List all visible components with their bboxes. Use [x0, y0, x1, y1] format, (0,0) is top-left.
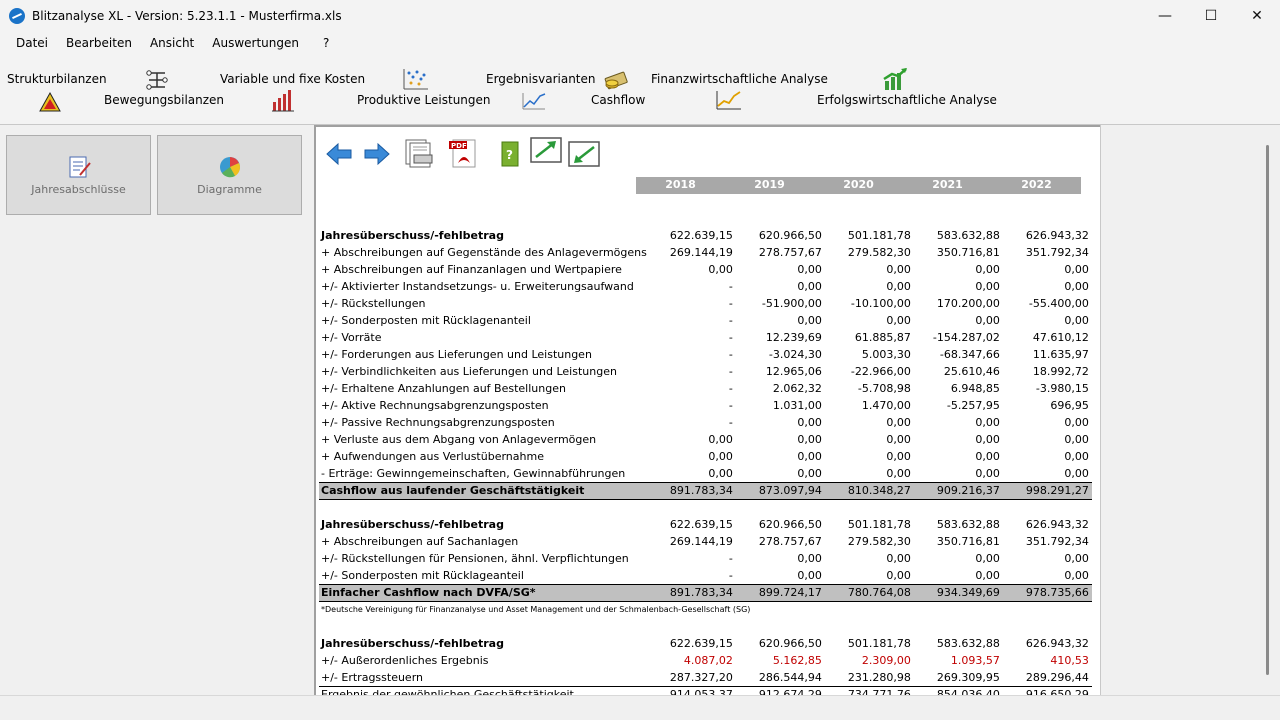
- jahresabschluesse-label: Jahresabschlüsse: [31, 182, 126, 196]
- line-chart-icon[interactable]: [521, 91, 547, 111]
- value-cell-2022: 0,00: [1064, 433, 1089, 446]
- table-row: [319, 516, 1092, 533]
- value-cell-2019: -51.900,00: [761, 297, 822, 310]
- import-icon[interactable]: [568, 141, 598, 171]
- menu-auswertungen[interactable]: Auswertungen: [212, 36, 299, 50]
- blank-cell: [319, 210, 1092, 227]
- value-cell-2019: 0,00: [797, 450, 822, 463]
- value-cell-2022: 626.943,32: [1025, 637, 1089, 650]
- vertical-scrollbar[interactable]: [1266, 145, 1269, 675]
- table-row: [319, 397, 1092, 414]
- table-row: [319, 227, 1092, 244]
- strukturbilanzen-button[interactable]: Strukturbilanzen: [7, 72, 107, 86]
- jahresabschluesse-button[interactable]: [6, 135, 151, 215]
- blank-cell: [319, 499, 1092, 516]
- row-label: +/- Vorräte: [321, 331, 382, 344]
- value-cell-2019: 0,00: [797, 552, 822, 565]
- value-cell-2018: -: [728, 331, 733, 344]
- value-cell-2018: -: [728, 568, 733, 582]
- row-label: + Abschreibungen auf Gegenstände des Anlagevermögens: [321, 246, 647, 259]
- finanzwirtschaftliche-analyse-button[interactable]: Finanzwirtschaftliche Analyse: [651, 72, 828, 86]
- table-row: [319, 414, 1092, 431]
- value-cell-2021: -154.287,02: [932, 331, 1000, 344]
- row-label: Cashflow aus laufender Geschäftstätigkeit: [319, 482, 647, 499]
- value-cell-2018: 622.639,15: [669, 518, 733, 531]
- value-cell-2020: 279.582,30: [847, 246, 911, 259]
- value-cell-2020: 231.280,98: [847, 670, 911, 684]
- value-cell-2019: 12.239,69: [765, 331, 822, 344]
- value-cell-2021: 0,00: [975, 314, 1000, 327]
- value-cell-2021: 0,00: [975, 263, 1000, 276]
- value-cell-2020: 780.764,08: [825, 584, 914, 601]
- value-cell-2020: 1.470,00: [861, 399, 911, 412]
- value-cell-2020: 810.348,27: [825, 482, 914, 499]
- scatter-chart-icon[interactable]: [402, 67, 430, 91]
- value-cell-2021: 909.216,37: [914, 482, 1003, 499]
- value-cell-2020: 61.885,87: [854, 331, 911, 344]
- value-cell-2022: 0,00: [1064, 466, 1089, 480]
- value-cell-2019: 873.097,94: [736, 482, 825, 499]
- table-row: [319, 448, 1092, 465]
- value-cell-2022: 626.943,32: [1025, 518, 1089, 531]
- title-bar: [0, 0, 1280, 31]
- value-cell-2019: 0,00: [797, 416, 822, 429]
- money-icon[interactable]: [603, 67, 629, 91]
- document-edit-icon: [66, 155, 92, 179]
- value-cell-2021: 583.632,88: [936, 518, 1000, 531]
- value-cell-2018: 4.087,02: [683, 654, 733, 667]
- produktive-leistungen-button[interactable]: Produktive Leistungen: [357, 93, 491, 107]
- value-cell-2018: 891.783,34: [647, 584, 736, 601]
- table-row: [319, 278, 1092, 295]
- value-cell-2018: -: [728, 416, 733, 429]
- value-cell-2020: 0,00: [886, 433, 911, 446]
- menu-bar: [0, 31, 1280, 55]
- back-arrow-icon[interactable]: [324, 139, 354, 169]
- menu-help[interactable]: ?: [322, 36, 330, 50]
- table-row: [319, 550, 1092, 567]
- row-label: - Erträge: Gewinngemeinschaften, Gewinnabführungen: [321, 466, 626, 480]
- value-cell-2018: 891.783,34: [647, 482, 736, 499]
- row-label: +/- Sonderposten mit Rücklagenanteil: [321, 314, 531, 327]
- row-label: +/- Sonderposten mit Rücklageanteil: [321, 568, 524, 582]
- value-cell-2022: 0,00: [1064, 263, 1089, 276]
- value-cell-2019: 620.966,50: [758, 229, 822, 242]
- table-row: [319, 567, 1092, 584]
- blank-cell: [319, 618, 1092, 635]
- value-cell-2022: 351.792,34: [1025, 246, 1089, 259]
- value-cell-2022: 18.992,72: [1032, 365, 1089, 378]
- row-label: +/- Rückstellungen: [321, 297, 426, 310]
- value-cell-2018: 0,00: [708, 263, 733, 276]
- value-cell-2019: 0,00: [797, 263, 822, 276]
- table-row: [319, 346, 1092, 363]
- value-cell-2020: -22.966,00: [850, 365, 911, 378]
- year-2018: 2018: [665, 178, 696, 191]
- table-row: [319, 295, 1092, 312]
- right-pane: [1100, 125, 1280, 695]
- table-row: [319, 584, 1092, 601]
- growth-arrow-icon[interactable]: [882, 67, 910, 91]
- cashflow-button[interactable]: Cashflow: [591, 93, 646, 107]
- value-cell-2020: 0,00: [886, 263, 911, 276]
- value-cell-2020: -10.100,00: [850, 297, 911, 310]
- value-cell-2020: 501.181,78: [847, 229, 911, 242]
- value-cell-2020: 0,00: [886, 280, 911, 293]
- row-label: +/- Erhaltene Anzahlungen auf Bestellungen: [321, 382, 566, 395]
- value-cell-2018: 0,00: [708, 433, 733, 446]
- footnote: *Deutsche Vereinigung für Finanzanalyse und Asset Management und der Schmalenbach-Gesellschaft (SG): [321, 605, 751, 615]
- svg-text:PDF: PDF: [451, 142, 467, 150]
- value-cell-2021: 0,00: [975, 450, 1000, 463]
- value-cell-2019: 620.966,50: [758, 637, 822, 650]
- forward-arrow-icon[interactable]: [362, 139, 392, 169]
- value-cell-2019: 0,00: [797, 466, 822, 480]
- table-row: [319, 431, 1092, 448]
- report-view: [314, 125, 1100, 695]
- table-row: [319, 210, 1092, 227]
- diagramme-button[interactable]: [157, 135, 302, 215]
- value-cell-2022: 410,53: [1050, 654, 1089, 667]
- value-cell-2021: 0,00: [975, 568, 1000, 582]
- row-label: + Aufwendungen aus Verlustübernahme: [321, 450, 544, 463]
- value-cell-2018: 269.144,19: [669, 246, 733, 259]
- close-button[interactable]: ✕: [1251, 7, 1263, 24]
- value-cell-2022: -3.980,15: [1035, 382, 1089, 395]
- value-cell-2018: -: [728, 348, 733, 361]
- ergebnisvarianten-button[interactable]: Ergebnisvarianten: [486, 72, 596, 86]
- row-label: +/- Rückstellungen für Pensionen, ähnl. Verpflichtungen: [321, 552, 629, 565]
- value-cell-2021: 1.093,57: [950, 654, 1000, 667]
- table-row: [319, 380, 1092, 397]
- value-cell-2020: 0,00: [886, 450, 911, 463]
- value-cell-2021: 269.309,95: [936, 670, 1000, 684]
- export-icon[interactable]: [530, 137, 560, 167]
- menu-bearbeiten[interactable]: Bearbeiten: [66, 36, 132, 50]
- row-label: +/- Aktivierter Instandsetzungs- u. Erweiterungsaufwand: [321, 280, 634, 293]
- ribbon: [0, 55, 1280, 125]
- window-title: Blitzanalyse XL - Version: 5.23.1.1 - Musterfirma.xls: [32, 8, 342, 23]
- value-cell-2021: 583.632,88: [936, 637, 1000, 650]
- value-cell-2021: 0,00: [975, 416, 1000, 429]
- menu-datei[interactable]: Datei: [16, 36, 49, 50]
- value-cell-2018: -: [728, 365, 733, 378]
- value-cell-2019: 278.757,67: [758, 535, 822, 548]
- value-cell-2020: 501.181,78: [847, 637, 911, 650]
- value-cell-2021: 0,00: [975, 280, 1000, 293]
- value-cell-2021: 350.716,81: [936, 246, 1000, 259]
- table-row: [319, 499, 1092, 516]
- bewegungsbilanzen-button[interactable]: Bewegungsbilanzen: [104, 93, 225, 107]
- value-cell-2019: 12.965,06: [765, 365, 822, 378]
- value-cell-2022: 998.291,27: [1003, 482, 1092, 499]
- value-cell-2022: 0,00: [1064, 552, 1089, 565]
- value-cell-2022: 11.635,97: [1032, 348, 1089, 361]
- value-cell-2020: 2.309,00: [861, 654, 911, 667]
- value-cell-2018: 622.639,15: [669, 637, 733, 650]
- value-cell-2022: 289.296,44: [1025, 670, 1089, 684]
- value-cell-2021: -5.257,95: [946, 399, 1000, 412]
- bar-chart-icon[interactable]: [271, 88, 295, 112]
- value-cell-2019: 286.544,94: [758, 670, 822, 684]
- value-cell-2021: 0,00: [975, 466, 1000, 480]
- value-cell-2018: -: [728, 314, 733, 327]
- value-cell-2018: 287.327,20: [669, 670, 733, 684]
- value-cell-2019: 2.062,32: [772, 382, 822, 395]
- value-cell-2020: 0,00: [886, 552, 911, 565]
- value-cell-2022: 0,00: [1064, 568, 1089, 582]
- value-cell-2019: 278.757,67: [758, 246, 822, 259]
- cashflow-table: [319, 210, 1092, 720]
- table-row: [319, 312, 1092, 329]
- value-cell-2020: 0,00: [886, 466, 911, 480]
- value-cell-2021: 6.948,85: [950, 382, 1000, 395]
- table-row: [319, 601, 1092, 618]
- table-row: [319, 669, 1092, 686]
- table-row: [319, 329, 1092, 346]
- value-cell-2022: 351.792,34: [1025, 535, 1089, 548]
- trend-chart-icon[interactable]: [715, 89, 743, 111]
- row-label: + Abschreibungen auf Finanzanlagen und Wertpapiere: [321, 263, 622, 276]
- value-cell-2022: 0,00: [1064, 416, 1089, 429]
- value-cell-2018: -: [728, 297, 733, 310]
- value-cell-2020: 0,00: [886, 416, 911, 429]
- row-label: +/- Forderungen aus Lieferungen und Leistungen: [321, 348, 592, 361]
- value-cell-2018: -: [728, 280, 733, 293]
- app-icon: [9, 8, 25, 24]
- menu-ansicht[interactable]: Ansicht: [149, 36, 195, 50]
- value-cell-2019: 0,00: [797, 568, 822, 582]
- value-cell-2019: -3.024,30: [768, 348, 822, 361]
- table-row: [319, 482, 1092, 499]
- value-cell-2019: 0,00: [797, 433, 822, 446]
- table-row: [319, 363, 1092, 380]
- value-cell-2018: 0,00: [708, 466, 733, 480]
- value-cell-2021: 170.200,00: [936, 297, 1000, 310]
- tree-structure-icon[interactable]: [145, 69, 169, 91]
- value-cell-2020: 279.582,30: [847, 535, 911, 548]
- value-cell-2022: 47.610,12: [1032, 331, 1089, 344]
- value-cell-2019: 0,00: [797, 314, 822, 327]
- value-cell-2019: 1.031,00: [772, 399, 822, 412]
- table-row: [319, 635, 1092, 652]
- value-cell-2021: 350.716,81: [936, 535, 1000, 548]
- year-2022: 2022: [1021, 178, 1052, 191]
- year-2020: 2020: [843, 178, 874, 191]
- row-label: Jahresüberschuss/-fehlbetrag: [321, 518, 504, 531]
- year-header: [636, 177, 1081, 194]
- value-cell-2019: 899.724,17: [736, 584, 825, 601]
- value-cell-2020: 5.003,30: [861, 348, 911, 361]
- value-cell-2022: 626.943,32: [1025, 229, 1089, 242]
- status-bar: [0, 695, 1280, 720]
- row-label: +/- Aktive Rechnungsabgrenzungsposten: [321, 399, 549, 412]
- value-cell-2022: 0,00: [1064, 314, 1089, 327]
- row-label: Jahresüberschuss/-fehlbetrag: [321, 637, 504, 650]
- row-label: +/- Außerordenliches Ergebnis: [321, 654, 489, 667]
- value-cell-2021: 934.349,69: [914, 584, 1003, 601]
- table-row: [319, 652, 1092, 669]
- value-cell-2018: 269.144,19: [669, 535, 733, 548]
- year-2019: 2019: [754, 178, 785, 191]
- value-cell-2021: -68.347,66: [939, 348, 1000, 361]
- svg-text:?: ?: [506, 148, 513, 162]
- pie-chart-icon: [217, 155, 243, 179]
- value-cell-2018: -: [728, 382, 733, 395]
- value-cell-2018: -: [728, 552, 733, 565]
- value-cell-2020: -5.708,98: [857, 382, 911, 395]
- value-cell-2022: 0,00: [1064, 450, 1089, 463]
- value-cell-2021: 25.610,46: [943, 365, 1000, 378]
- row-label: +/- Verbindlichkeiten aus Lieferungen und Leistungen: [321, 365, 617, 378]
- diagramme-label: Diagramme: [197, 182, 262, 196]
- value-cell-2020: 0,00: [886, 314, 911, 327]
- value-cell-2019: 620.966,50: [758, 518, 822, 531]
- warning-triangle-icon[interactable]: [39, 92, 61, 112]
- value-cell-2018: 0,00: [708, 450, 733, 463]
- value-cell-2019: 5.162,85: [772, 654, 822, 667]
- table-row: [319, 618, 1092, 635]
- pdf-icon[interactable]: [446, 137, 476, 167]
- row-label: Einfacher Cashflow nach DVFA/SG*: [319, 584, 647, 601]
- table-row: [319, 533, 1092, 550]
- year-2021: 2021: [932, 178, 963, 191]
- value-cell-2018: 622.639,15: [669, 229, 733, 242]
- value-cell-2019: 0,00: [797, 280, 822, 293]
- value-cell-2018: -: [728, 399, 733, 412]
- row-label: +/- Ertragssteuern: [321, 670, 424, 684]
- erfolgswirtschaftliche-analyse-button[interactable]: Erfolgswirtschaftliche Analyse: [817, 93, 997, 107]
- row-label: Jahresüberschuss/-fehlbetrag: [321, 229, 504, 242]
- left-pane: [0, 125, 314, 695]
- value-cell-2022: -55.400,00: [1028, 297, 1089, 310]
- table-row: [319, 261, 1092, 278]
- value-cell-2022: 0,00: [1064, 280, 1089, 293]
- minimize-button[interactable]: —: [1158, 7, 1172, 24]
- value-cell-2022: 978.735,66: [1003, 584, 1092, 601]
- table-row: [319, 244, 1092, 261]
- value-cell-2022: 696,95: [1050, 399, 1089, 412]
- table-row: [319, 465, 1092, 482]
- help-book-icon[interactable]: [498, 139, 528, 169]
- print-icon[interactable]: [402, 137, 432, 167]
- value-cell-2021: 583.632,88: [936, 229, 1000, 242]
- row-label: + Abschreibungen auf Sachanlagen: [321, 535, 519, 548]
- maximize-button[interactable]: ☐: [1204, 7, 1218, 24]
- value-cell-2020: 0,00: [886, 568, 911, 582]
- row-label: + Verluste aus dem Abgang von Anlagevermögen: [321, 433, 597, 446]
- value-cell-2021: 0,00: [975, 552, 1000, 565]
- variable-fixe-kosten-button[interactable]: Variable und fixe Kosten: [220, 72, 366, 86]
- value-cell-2021: 0,00: [975, 433, 1000, 446]
- value-cell-2020: 501.181,78: [847, 518, 911, 531]
- row-label: +/- Passive Rechnungsabgrenzungsposten: [321, 416, 555, 429]
